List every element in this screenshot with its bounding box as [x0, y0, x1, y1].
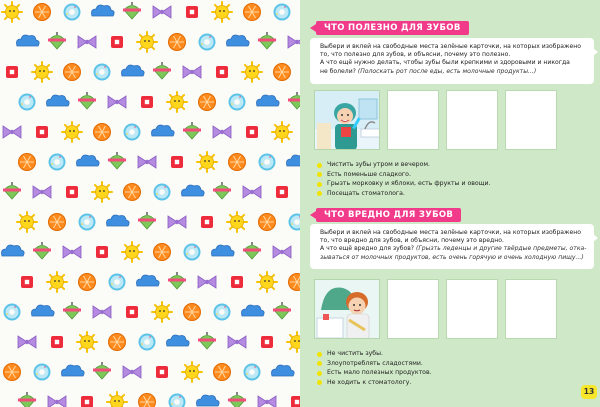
cloud-icon: [287, 155, 301, 166]
cloud-icon: [227, 35, 250, 46]
list-item: Не ходить к стоматологу.: [316, 378, 432, 388]
dice-icon: [66, 186, 78, 198]
spinning-top-icon: [228, 392, 246, 407]
dice-icon: [6, 66, 18, 78]
empty-card-slot[interactable]: [505, 279, 557, 339]
orange-slice-icon: [94, 124, 111, 141]
sun-icon: [272, 122, 292, 142]
cloud-icon: [107, 215, 130, 226]
spinning-top-icon: [153, 62, 171, 79]
instruction-text: А что ещё вредно для зубов?: [320, 245, 415, 253]
instruction-line: Выбери и вклей на свободные места зелёные карточки, на которых изображено: [320, 229, 581, 236]
cloud-icon: [257, 95, 280, 106]
bow-icon: [228, 336, 246, 348]
orange-slice-icon: [124, 184, 141, 201]
sun-icon: [122, 242, 142, 262]
cloud-icon: [152, 125, 175, 136]
orange-slice-icon: [34, 4, 51, 21]
donut-icon: [229, 94, 246, 111]
sun-icon: [17, 212, 37, 232]
sun-icon: [47, 272, 67, 292]
orange-slice-icon: [169, 34, 186, 51]
list-item: Злоупотреблять сладостями.: [316, 359, 432, 369]
sun-icon: [197, 152, 217, 172]
donut-icon: [49, 154, 66, 171]
instruction-line: А что ещё нужно делать, чтобы зубы были крепкими и здоровыми и никогда: [320, 59, 570, 67]
list-item: Не чистить зубы.: [316, 349, 432, 359]
donut-icon: [109, 274, 126, 291]
sun-icon: [287, 332, 300, 352]
cloud-icon: [182, 185, 205, 196]
spinning-top-icon: [198, 332, 216, 349]
donut-icon: [64, 4, 81, 21]
cloud-icon: [272, 365, 295, 376]
donut-icon: [214, 304, 231, 321]
sun-icon: [137, 32, 157, 52]
sun-icon: [62, 122, 82, 142]
sun-icon: [2, 2, 22, 22]
instruction-line: [320, 254, 588, 262]
sun-icon: [182, 362, 202, 382]
bow-icon: [3, 126, 21, 138]
spinning-top-icon: [78, 92, 96, 109]
bow-icon: [243, 186, 261, 198]
donut-icon: [124, 124, 141, 141]
orange-slice-icon: [274, 64, 291, 81]
spinning-top-icon: [18, 392, 36, 407]
donut-icon: [19, 94, 36, 111]
bow-icon: [198, 276, 216, 288]
cloud-icon: [47, 95, 70, 106]
cloud-icon: [212, 245, 235, 256]
orange-slice-icon: [49, 214, 66, 231]
spinning-top-icon: [63, 302, 81, 319]
spinning-top-icon: [93, 362, 111, 379]
empty-card-slot[interactable]: [387, 90, 439, 150]
bow-icon: [63, 246, 81, 258]
cloud-icon: [122, 65, 145, 76]
orange-slice-icon: [259, 214, 276, 231]
donut-icon: [274, 4, 291, 21]
boy-not-brushing-illustration: [315, 280, 380, 339]
cloud-icon: [242, 305, 265, 316]
list-item: Грызть морковку и яблоки, есть фрукты и овощи.: [316, 179, 491, 189]
list-item: Посещать стоматолога.: [316, 189, 491, 199]
spinning-top-icon: [288, 92, 300, 109]
card-row-useful: [314, 90, 557, 150]
list-item: Чистить зубы утром и вечером.: [316, 160, 491, 170]
orange-slice-icon: [4, 364, 21, 381]
sun-icon: [242, 62, 262, 82]
dice-icon: [216, 66, 228, 78]
instruction-hint: зываться от молочных продуктов, есть очень горячую и очень холодную пищу...): [320, 253, 584, 261]
orange-slice-icon: [289, 274, 301, 291]
bow-icon: [48, 396, 66, 407]
dice-icon: [21, 276, 33, 288]
spinning-top-icon: [183, 122, 201, 139]
instruction-line: [320, 245, 588, 253]
donut-icon: [139, 334, 156, 351]
spinning-top-icon: [123, 2, 141, 19]
sun-icon: [77, 332, 97, 352]
empty-card-slot[interactable]: [387, 279, 439, 339]
sun-icon: [227, 212, 247, 232]
spinning-top-icon: [258, 32, 276, 49]
bow-icon: [78, 36, 96, 48]
donut-icon: [199, 34, 216, 51]
sun-icon: [92, 182, 112, 202]
card-row-harmful: [314, 279, 557, 339]
section-title-useful: ЧТО ПОЛЕЗНО ДЛЯ ЗУБОВ: [316, 21, 469, 35]
orange-slice-icon: [244, 4, 261, 21]
empty-card-slot[interactable]: [446, 90, 498, 150]
spinning-top-icon: [168, 272, 186, 289]
cloud-icon: [32, 305, 55, 316]
bow-icon: [33, 186, 51, 198]
cloud-icon: [17, 35, 40, 46]
cloud-icon: [77, 155, 100, 166]
instruction-line: то, что полезно для зубов, и объясни, почему это полезно.: [320, 51, 511, 59]
donut-icon: [34, 364, 51, 381]
dice-icon: [36, 126, 48, 138]
spinning-top-icon: [108, 152, 126, 169]
dice-icon: [126, 306, 138, 318]
orange-slice-icon: [154, 244, 171, 261]
dice-icon: [51, 336, 63, 348]
section-title-harmful: ЧТО ВРЕДНО ДЛЯ ЗУБОВ: [316, 208, 461, 222]
bow-icon: [18, 336, 36, 348]
instruction-line: то, что вредно для зубов, и объясни, почему это вредно.: [320, 237, 504, 245]
bow-icon: [123, 366, 141, 378]
dice-icon: [201, 216, 213, 228]
orange-slice-icon: [139, 394, 156, 407]
bow-icon: [213, 126, 231, 138]
dice-icon: [141, 96, 153, 108]
list-item: Есть мало полезных продуктов.: [316, 368, 432, 378]
donut-icon: [289, 214, 301, 231]
dice-icon: [186, 6, 198, 18]
instruction-line: Выбери и вклей на свободные места зелёные карточки, на которых изображено: [320, 43, 581, 50]
instruction-line: [320, 68, 588, 76]
donut-icon: [169, 394, 186, 407]
instruction-harmful: [310, 224, 594, 269]
cloud-icon: [92, 5, 115, 16]
dice-icon: [291, 396, 300, 407]
dice-icon: [111, 36, 123, 48]
spinning-top-icon: [243, 242, 261, 259]
list-item: Есть поменьше сладкого.: [316, 170, 491, 180]
sun-icon: [107, 392, 127, 407]
orange-slice-icon: [229, 154, 246, 171]
orange-slice-icon: [214, 364, 231, 381]
dice-icon: [171, 156, 183, 168]
orange-slice-icon: [64, 64, 81, 81]
dice-icon: [261, 336, 273, 348]
empty-card-slot[interactable]: [446, 279, 498, 339]
instruction-text: не болели?: [320, 67, 356, 75]
bow-icon: [93, 306, 111, 318]
bow-icon: [183, 66, 201, 78]
page-number: 13: [581, 385, 597, 399]
donut-icon: [184, 244, 201, 261]
bow-icon: [273, 246, 291, 258]
sun-icon: [167, 92, 187, 112]
cloud-icon: [167, 335, 190, 346]
instruction-hint: (Полоскать рот после еды, есть молочные продукты...): [357, 67, 537, 75]
sun-icon: [152, 302, 172, 322]
dice-icon: [156, 366, 168, 378]
sun-icon: [32, 62, 52, 82]
card-boy-not-brushing: [314, 279, 380, 339]
dice-icon: [96, 246, 108, 258]
orange-slice-icon: [199, 94, 216, 111]
donut-icon: [94, 64, 111, 81]
dice-icon: [231, 276, 243, 288]
orange-slice-icon: [109, 334, 126, 351]
cloud-icon: [62, 365, 85, 376]
bow-icon: [108, 96, 126, 108]
useful-list: [316, 160, 491, 198]
content-page: [300, 0, 600, 407]
bow-icon: [288, 36, 300, 48]
donut-icon: [244, 364, 261, 381]
donut-icon: [79, 214, 96, 231]
spinning-top-icon: [33, 242, 51, 259]
donut-icon: [4, 304, 21, 321]
donut-icon: [154, 184, 171, 201]
dice-icon: [81, 396, 93, 407]
bow-icon: [138, 156, 156, 168]
orange-slice-icon: [19, 154, 36, 171]
bow-icon: [168, 216, 186, 228]
spinning-top-icon: [273, 302, 291, 319]
spinning-top-icon: [3, 182, 21, 199]
orange-slice-icon: [79, 274, 96, 291]
dice-icon: [276, 186, 288, 198]
harmful-list: [316, 349, 432, 387]
spinning-top-icon: [48, 32, 66, 49]
donut-icon: [259, 154, 276, 171]
bow-icon: [258, 396, 276, 407]
sun-icon: [257, 272, 277, 292]
spinning-top-icon: [138, 212, 156, 229]
cloud-icon: [197, 395, 220, 406]
card-boy-brushing-teeth: [314, 90, 380, 150]
empty-card-slot[interactable]: [505, 90, 557, 150]
orange-slice-icon: [184, 304, 201, 321]
instruction-hint: (Грызть леденцы и другие твёрдые предметы, отка-: [415, 245, 587, 253]
boy-brushing-teeth-illustration: [315, 91, 380, 150]
dice-icon: [246, 126, 258, 138]
instruction-useful: [310, 38, 594, 84]
spinning-top-icon: [213, 182, 231, 199]
bow-icon: [153, 6, 171, 18]
cloud-icon: [2, 245, 25, 256]
cloud-icon: [137, 275, 160, 286]
sun-icon: [212, 2, 232, 22]
